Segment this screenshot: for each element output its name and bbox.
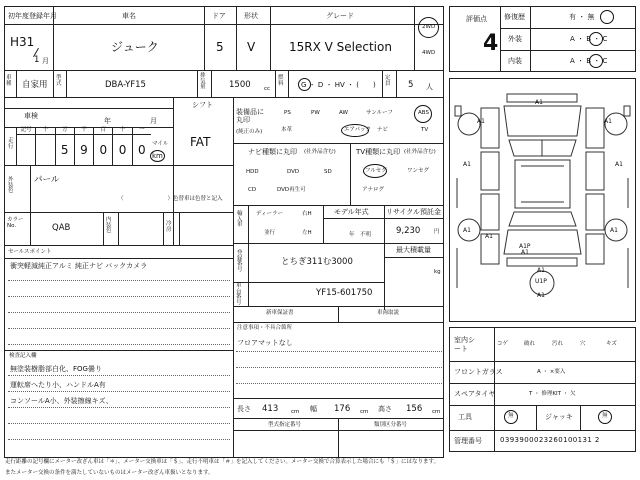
import-parallel: 並行 (264, 230, 276, 236)
mgmt-value: 0393900023260100131 2 (500, 436, 600, 444)
mileage-digits (16, 127, 151, 165)
shape-value: V (247, 40, 256, 54)
repair-none-circle (600, 10, 614, 24)
height-unit: cm (432, 409, 441, 415)
equip-aw: AW (339, 110, 348, 116)
mark-left-tire: A1 (463, 227, 471, 234)
first-reg-month: 1 (34, 55, 40, 65)
mileage-digit: 0 (99, 143, 108, 157)
inspector-label: 検査記入欄 (9, 353, 37, 359)
mark-rear-panel: A1 (521, 249, 529, 256)
exterior-label: 外装 (508, 35, 522, 43)
navi-label: ナビ種類に丸印 (248, 148, 297, 156)
mark-hood: A1 (535, 99, 543, 106)
color-note: （ ）色替車は色替と記入 (118, 196, 223, 202)
navi-dvd-play: DVD再生可 (277, 187, 306, 193)
capacity-value: 5 (408, 80, 414, 90)
footer-line-1: 走行距離の記号欄にメーター改ざん車は「＊」、メーター交換車は「＄」、走行不明車は「＃」を記入してください。メーター交換で合算表示した場合にも「＄」にはなります。 (5, 459, 440, 465)
fuel-options: G ・ D ・ HV ・ ( ) (301, 81, 376, 89)
shift-value: FAT (190, 135, 211, 149)
notes-label: 注意事項・不具合箇所 (237, 325, 293, 331)
chassis-value: YF15-601750 (316, 288, 373, 298)
repair-options: 有 ・ 無 (569, 13, 595, 21)
interior-options: A ・ B ・ C (570, 57, 608, 65)
model-year-value: 年 不明 (349, 232, 372, 238)
width-value: 176 (334, 404, 351, 414)
mileage-digit-header: 十 (119, 127, 126, 133)
mileage-digit-header: 千 (81, 127, 87, 133)
equip-pw: PW (311, 110, 320, 116)
inspection-year-unit: 年 (104, 117, 111, 125)
width-label: 幅 (310, 405, 317, 413)
width-unit: cm (360, 409, 369, 415)
use-value: 自家用 (22, 80, 48, 90)
navi-sd: SD (324, 169, 332, 175)
navi-hdd: HDD (246, 169, 259, 175)
mark-u1p: U1P (535, 278, 547, 285)
mileage-digit-cell (16, 127, 35, 165)
grade-value: 15RX V Selection (289, 40, 392, 54)
equip-airbag: エアバック (344, 127, 372, 133)
first-reg-label: 初年度登録年月 (8, 12, 57, 20)
jack-label: ジャッキ (545, 413, 573, 421)
capacity-unit: 人 (426, 83, 433, 91)
height-value: 156 (406, 404, 423, 414)
mark-front-right: A1 (604, 118, 612, 125)
recycle-value: 9,230 (396, 226, 421, 236)
seat-label: 室内シート (454, 336, 475, 354)
color-value: パール (34, 175, 60, 185)
mileage-digit: 0 (118, 143, 127, 157)
seat-item-hole: 穴 (580, 341, 586, 347)
equip-abs: ABS (418, 110, 429, 116)
tool-value: 無 (508, 413, 514, 419)
mileage-digit-cell (93, 127, 112, 165)
model-year-label: モデル年式 (334, 208, 369, 216)
equip-navi: ナビ (377, 127, 389, 133)
mileage-digit-header: 百 (100, 127, 107, 133)
sales-label: セールスポイント (8, 249, 52, 255)
import-dealer: ディーラー (256, 211, 284, 217)
footer-line-2: またメーター交換の条件を満たしていないものはメーター改ざん車扱いとなります。 (5, 470, 214, 476)
model-value: DBA-YF15 (105, 80, 146, 90)
chassis-label: 車台番号 (236, 283, 242, 306)
mileage-digit-header: 一 (139, 127, 145, 133)
aircon-label: 冷房 (166, 221, 172, 233)
load-unit: kg (434, 269, 441, 275)
shift-label: シフト (192, 101, 213, 109)
mileage-digit-header: 十 (42, 127, 49, 133)
door-label: ドア (212, 12, 226, 20)
recycle-label: リサイクル預託金 (386, 208, 442, 216)
car-diagram (449, 78, 636, 322)
import-label: 輸入車 (237, 211, 243, 228)
repair-label: 修復歴 (504, 13, 525, 21)
tv-label: TV種類に丸印 (356, 148, 401, 156)
drive-2wd: 2WD (422, 24, 436, 30)
shape-label: 形状 (244, 12, 258, 20)
mileage-digit-cell (74, 127, 93, 165)
inspection-label: 車検 (24, 112, 38, 120)
mark-right-door: A1 (615, 161, 623, 168)
grade-label: グレード (326, 12, 354, 20)
color-code-label: カラーNo. (7, 217, 24, 229)
navi-cd: CD (248, 187, 257, 193)
length-label: 長さ (237, 405, 251, 413)
tv-oneseg: ワンセグ (407, 168, 430, 174)
mark-left-door: A1 (463, 161, 471, 168)
doors-value: 5 (216, 40, 224, 54)
equip-sunroof: サンルーフ (366, 110, 393, 116)
equip-tv: TV (421, 127, 429, 133)
mileage-digit-cell (55, 127, 74, 165)
equip-ps: PS (284, 110, 291, 116)
first-reg-month-unit: 月 (42, 57, 49, 65)
spare-label: スペアタイヤ (454, 390, 496, 398)
score-label: 評価点 (466, 15, 487, 23)
spare-items: T ・ 修理KIT ・ 欠 (529, 391, 576, 397)
tool-label: 工具 (458, 413, 472, 421)
type-number-label: 型式指定番号 (268, 422, 302, 428)
equip-leather: 本革 (281, 127, 293, 133)
fuel-label: 燃料 (278, 75, 284, 87)
mileage-digit-cell (132, 127, 151, 165)
seat-item-stain: 汚れ (552, 341, 564, 347)
exterior-options: A ・ B ・ C (570, 35, 608, 43)
inspector-line-1: 無塗装樹脂部白化、FOG曇り (10, 365, 102, 373)
seat-item-burn: コゲ (497, 341, 509, 347)
interior-color-label: 内装色 (106, 217, 112, 234)
mileage-digit-header: 万 (61, 127, 68, 133)
equipment-label: 装備品に丸印 (236, 108, 264, 125)
mark-left-rear: A1 (485, 233, 493, 240)
sales-text: 衝突軽減純正アルミ 純正ナビ バックカメラ (10, 262, 148, 270)
mileage-digit: 0 (138, 143, 146, 157)
mileage-label: 走行 (8, 138, 14, 150)
manual-label: 車両取説 (377, 310, 400, 316)
mark-right-tire: A1 (610, 227, 618, 234)
capacity-label: 定員 (385, 75, 391, 87)
color-label: 外装色 (8, 177, 14, 194)
navi-sub: (社外品含む) (304, 149, 336, 155)
mileage-digit: 9 (80, 143, 88, 157)
equipment-sub-label: (純正のみ) (236, 129, 263, 135)
tv-fullseg: フルセグ (365, 168, 387, 174)
first-reg-year: H31 (10, 35, 35, 49)
inspection-month-unit: 月 (150, 117, 157, 125)
mark-front-left: A1 (477, 118, 485, 125)
mileage-digit-cell (112, 127, 131, 165)
displacement-value: 1500 (229, 80, 251, 90)
plate-value: とちぎ311む3000 (281, 257, 353, 267)
interior-label: 内装 (508, 57, 522, 65)
navi-dvd: DVD (287, 169, 300, 175)
mileage-digit-header: 記号 (20, 127, 32, 133)
seat-item-scratch: キズ (606, 341, 617, 347)
import-right: 右H (302, 211, 312, 217)
mileage-digit: 5 (60, 143, 69, 157)
color-code-value: QAB (52, 223, 71, 233)
mgmt-label: 管理番号 (454, 437, 482, 445)
car-name-label: 車名 (122, 12, 136, 20)
mark-under: A1 (537, 292, 545, 299)
km-unit: km (152, 152, 163, 160)
tv-analog: アナログ (362, 187, 385, 193)
car-name-value: ジューク (111, 40, 159, 54)
import-left: 左H (302, 230, 312, 236)
jack-value: 無 (602, 413, 608, 419)
mark-a1p: A1P (519, 243, 531, 250)
seat-item-tear: 破れ (524, 341, 536, 347)
warranty-label: 新車保証書 (266, 310, 294, 316)
plate-label: 登録番号 (237, 250, 243, 273)
glass-label: フロントガラス (454, 368, 503, 376)
displacement-unit: cc (264, 86, 271, 92)
recycle-unit: 円 (434, 229, 440, 235)
drive-4wd: 4WD (422, 50, 436, 56)
height-label: 高さ (378, 405, 392, 413)
notes-value: フロアマットなし (237, 339, 293, 347)
use-label: 車種 (6, 75, 12, 87)
inspector-line-3: コンソールA小、外装擦線キズ、 (10, 397, 113, 405)
model-label: 型式 (56, 75, 62, 87)
length-value: 413 (262, 404, 279, 414)
length-unit: cm (291, 409, 300, 415)
mark-rear-center: A1 (537, 267, 545, 274)
class-number-label: 類別区分番号 (374, 422, 408, 428)
displacement-label: 排気量 (200, 73, 206, 90)
score-value: 4 (483, 31, 499, 56)
tv-sub: (社外品含む) (404, 149, 436, 155)
mile-unit: マイル (152, 141, 169, 147)
glass-items: A ・ ×要入 (537, 369, 566, 375)
load-label: 最大積載量 (396, 246, 431, 254)
inspector-line-2: 運転席へたり小、ハンドルA有 (10, 381, 106, 389)
mileage-digit-cell (35, 127, 54, 165)
